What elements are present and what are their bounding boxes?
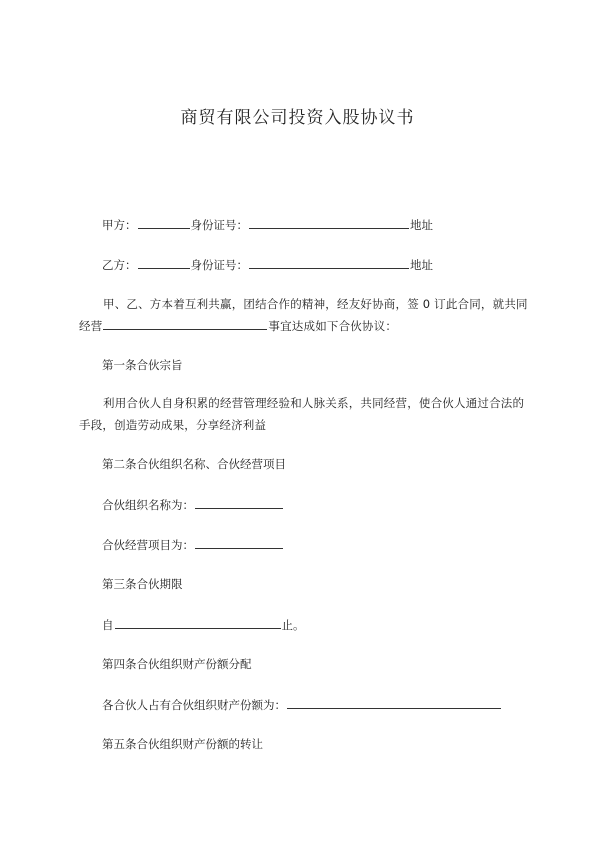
share-label: 各合伙人占有合伙组织财产份额为： <box>102 698 286 712</box>
party-a-id-label: 身份证号： <box>190 218 248 232</box>
party-b-address-label: 地址 <box>410 258 433 272</box>
org-project-label: 合伙经营项目为： <box>102 538 194 552</box>
article-1-heading: 第一条合伙宗旨 <box>102 358 183 372</box>
term-until-label: 止。 <box>281 618 305 632</box>
term-from-label: 自 <box>102 618 114 632</box>
org-name-label: 合伙组织名称为： <box>102 498 194 512</box>
org-name-line <box>102 496 284 513</box>
document-title: 商贸有限公司投资入股协议书 <box>180 108 415 128</box>
party-b-line <box>102 256 433 273</box>
party-a-id-blank <box>249 216 409 229</box>
party-b-id-label: 身份证号： <box>190 258 248 272</box>
org-project-blank <box>195 536 283 549</box>
term-line <box>102 616 305 633</box>
article-5-heading: 第五条合伙组织财产份额的转让 <box>102 737 263 751</box>
intro-text-1: 甲、乙、方本着互利共赢，团结合作的精神，经友好协商，签 0 订此合同，就共同经营 <box>79 297 528 333</box>
article-4-heading: 第四条合伙组织财产份额分配 <box>102 657 252 671</box>
intro-paragraph <box>79 293 529 337</box>
org-project-line <box>102 536 284 553</box>
article-3-heading: 第三条合伙期限 <box>102 577 183 591</box>
share-blank <box>287 696 501 709</box>
share-line <box>102 696 502 713</box>
term-blank <box>115 616 281 629</box>
party-b-label: 乙方： <box>102 258 137 272</box>
party-a-name-blank <box>138 216 190 229</box>
party-a-line <box>102 216 433 233</box>
party-a-label: 甲方： <box>102 218 137 232</box>
article-2-heading: 第二条合伙组织名称、合伙经营项目 <box>102 457 286 471</box>
party-b-name-blank <box>138 256 190 269</box>
org-name-blank <box>195 496 283 509</box>
business-blank <box>103 317 267 330</box>
article-1-body: 利用合伙人自身积累的经营管理经验和人脉关系，共同经营，使合伙人通过合法的手段，创造劳动成果，分享经济利益 <box>79 396 525 432</box>
intro-text-2: 事宜达成如下合伙协议： <box>268 319 398 333</box>
party-a-address-label: 地址 <box>410 218 433 232</box>
party-b-id-blank <box>249 256 409 269</box>
